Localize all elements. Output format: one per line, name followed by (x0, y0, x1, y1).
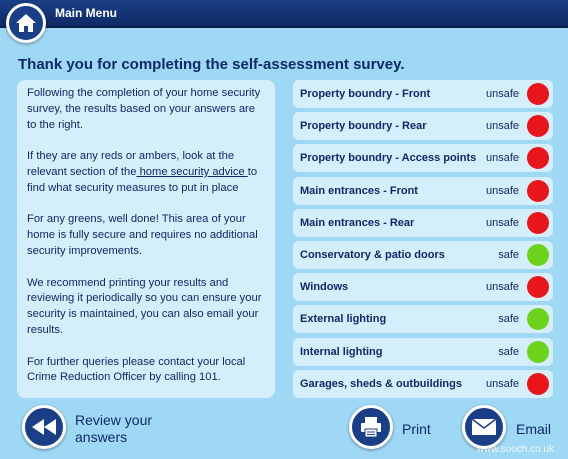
intro-paragraph-2 (27, 149, 265, 196)
result-row (293, 144, 553, 172)
result-status: unsafe (485, 184, 519, 197)
result-row (293, 273, 553, 301)
watermark: www.sooch.co.uk (476, 444, 554, 455)
result-row (293, 370, 553, 398)
red-status-dot (527, 180, 549, 202)
home-security-advice-link[interactable]: home security advice (136, 165, 248, 178)
red-status-dot (527, 373, 549, 395)
result-status: unsafe (485, 377, 519, 390)
result-row (293, 209, 553, 237)
intro-p2-before: If they are any reds or ambers, look at the relevant section of the (27, 150, 235, 178)
result-status: unsafe (485, 281, 519, 294)
envelope-icon (471, 418, 497, 436)
result-label: Internal lighting (300, 345, 383, 358)
result-row (293, 338, 553, 366)
results-list (293, 80, 553, 402)
green-status-dot (527, 341, 549, 363)
review-answers-button[interactable] (22, 405, 66, 449)
intro-paragraph-4: We recommend printing your results and reviewing it periodically so you can ensure your security is maintained, you can also email your results. (27, 276, 262, 336)
email-button[interactable] (462, 405, 506, 449)
page-heading: Thank you for completing the self-assessment survey. (18, 56, 405, 73)
result-status: safe (498, 248, 519, 261)
result-label: Property boundry - Front (300, 88, 431, 100)
review-answers-line2: answers (75, 429, 128, 445)
result-row (293, 112, 553, 140)
red-status-dot (527, 115, 549, 137)
top-bar (0, 0, 568, 28)
print-label[interactable]: Print (402, 421, 431, 437)
review-answers-line1: Review your (75, 412, 153, 428)
result-label: Main entrances - Rear (300, 216, 415, 229)
result-row (293, 241, 553, 269)
result-status: unsafe (485, 216, 519, 229)
main-menu-title[interactable]: Main Menu (55, 6, 117, 20)
rewind-icon (31, 418, 57, 436)
home-icon (15, 13, 37, 33)
result-label: Conservatory & patio doors (300, 248, 445, 261)
red-status-dot (527, 83, 549, 105)
intro-paragraph-1: Following the completion of your home security survey, the results based on your answers are to the right. (27, 87, 261, 131)
result-status: safe (498, 313, 519, 326)
result-label: Property boundry - Rear (300, 120, 427, 133)
result-status: unsafe (485, 152, 519, 165)
email-label[interactable]: Email (516, 421, 552, 437)
intro-paragraph-5: For further queries please contact your local Crime Reduction Officer by calling 101. (27, 355, 246, 384)
result-status: unsafe (485, 120, 519, 133)
printer-icon (360, 416, 382, 438)
red-status-dot (527, 212, 549, 234)
red-status-dot (527, 276, 549, 298)
result-row (293, 305, 553, 333)
result-label: Property boundry - Access points (300, 152, 477, 165)
green-status-dot (527, 308, 549, 330)
result-label: Main entrances - Front (300, 184, 418, 197)
green-status-dot (527, 244, 549, 266)
print-button[interactable] (349, 405, 393, 449)
result-label: Garages, sheds & outbuildings (300, 377, 462, 390)
red-status-dot (527, 147, 549, 169)
result-label: External lighting (300, 313, 387, 326)
result-status: unsafe (485, 88, 519, 100)
intro-p2-after: to find what security measures to put in place (27, 165, 258, 194)
intro-panel (17, 80, 275, 398)
result-row (293, 80, 553, 108)
home-button[interactable] (6, 3, 46, 43)
review-answers-label[interactable] (75, 412, 152, 446)
result-row (293, 177, 553, 205)
result-status: safe (498, 345, 519, 358)
result-label: Windows (300, 281, 349, 294)
intro-paragraph-3: For any greens, well done! This area of your home is fully secure and requires no additional security improvements. (27, 213, 258, 257)
